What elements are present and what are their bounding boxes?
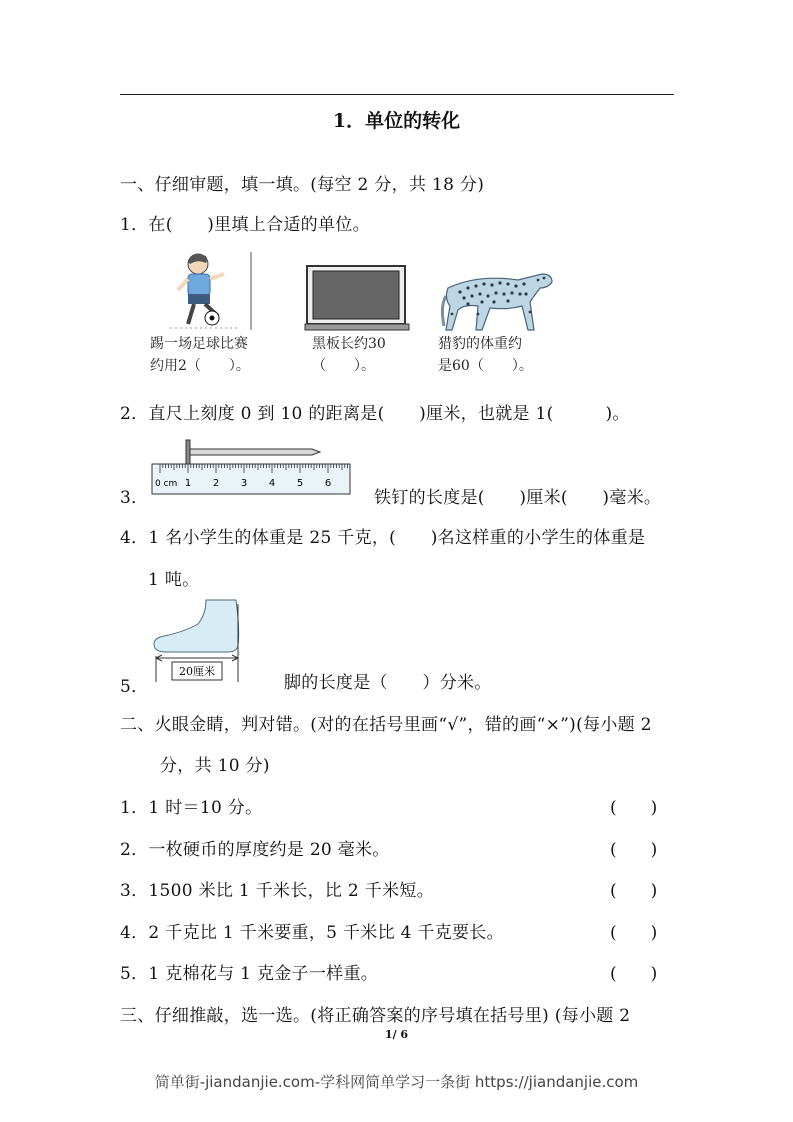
judge-answer-5[interactable]: ( ): [610, 964, 658, 984]
judge-item-3: 3．1500 米比 1 千米长，比 2 千米短。: [120, 881, 434, 901]
football-boy-illustration: [160, 250, 260, 332]
q3-number: 3．: [120, 488, 149, 508]
ruler-tick-label: 4: [268, 478, 276, 489]
ruler-tick-label: 6: [324, 478, 332, 489]
blackboard-illustration: [305, 264, 409, 332]
caption-blackboard-line2: （ ）。: [312, 358, 375, 374]
page-title: 1．单位的转化: [332, 110, 461, 132]
q1-text: 1．在( )里填上合适的单位。: [120, 215, 370, 235]
q2-text: 2．直尺上刻度 0 到 10 的距离是( )厘米，也就是 1( )。: [120, 404, 630, 424]
q5-text: 脚的长度是（ ）分米。: [284, 673, 492, 693]
judge-answer-4[interactable]: ( ): [610, 923, 658, 943]
caption-football-line1: 踢一场足球比赛: [150, 336, 248, 352]
ruler-nail-illustration: [150, 440, 354, 498]
section1-heading: 一、仔细审题，填一填。(每空 2 分，共 18 分): [120, 175, 485, 195]
ruler-tick-label: 3: [240, 478, 248, 489]
caption-cheetah-line2: 是60（ ）。: [438, 358, 533, 374]
ruler-tick-label: 5: [296, 478, 304, 489]
caption-cheetah-line1: 猎豹的体重约: [438, 336, 522, 352]
page-number: 1/ 6: [384, 1028, 409, 1041]
site-footer: 简单街-jiandanjie.com-学科网简单学习一条街 https://jiandanjie.com: [154, 1073, 639, 1091]
cheetah-illustration: [438, 266, 556, 334]
header-rule: [120, 94, 674, 95]
caption-football-line2: 约用2（ ）。: [150, 358, 250, 374]
q3-text: 铁钉的长度是( )厘米( )毫米。: [374, 488, 662, 508]
judge-item-2: 2．一枚硬币的厚度约是 20 毫米。: [120, 840, 390, 860]
q4-line1: 4．1 名小学生的体重是 25 千克，( )名这样重的小学生的体重是: [120, 528, 646, 548]
ruler-tick-label: 1: [184, 478, 192, 489]
q4-line2: 1 吨。: [148, 570, 200, 590]
section2-heading-line2: 分，共 10 分): [160, 756, 270, 776]
judge-item-1: 1．1 时＝10 分。: [120, 798, 263, 818]
ruler-unit-label: 0 cm: [155, 479, 178, 489]
judge-item-5: 5．1 克棉花与 1 克金子一样重。: [120, 964, 379, 984]
section2-heading-line1: 二、火眼金睛，判对错。(对的在括号里画“√”，错的画“×”)(每小题 2: [120, 715, 652, 735]
judge-answer-1[interactable]: ( ): [610, 798, 658, 818]
judge-answer-2[interactable]: ( ): [610, 840, 658, 860]
section3-heading: 三、仔细推敲，选一选。(将正确答案的序号填在括号里) (每小题 2: [120, 1006, 631, 1026]
ruler-tick-label: 2: [212, 478, 220, 489]
judge-item-4: 4．2 千克比 1 千米要重，5 千米比 4 千克要长。: [120, 923, 504, 943]
foot-length-label: 20厘米: [179, 665, 215, 678]
caption-blackboard-line1: 黑板长约30: [312, 336, 386, 352]
judge-answer-3[interactable]: ( ): [610, 881, 658, 901]
q5-number: 5．: [120, 677, 149, 697]
foot-illustration: [150, 600, 246, 686]
